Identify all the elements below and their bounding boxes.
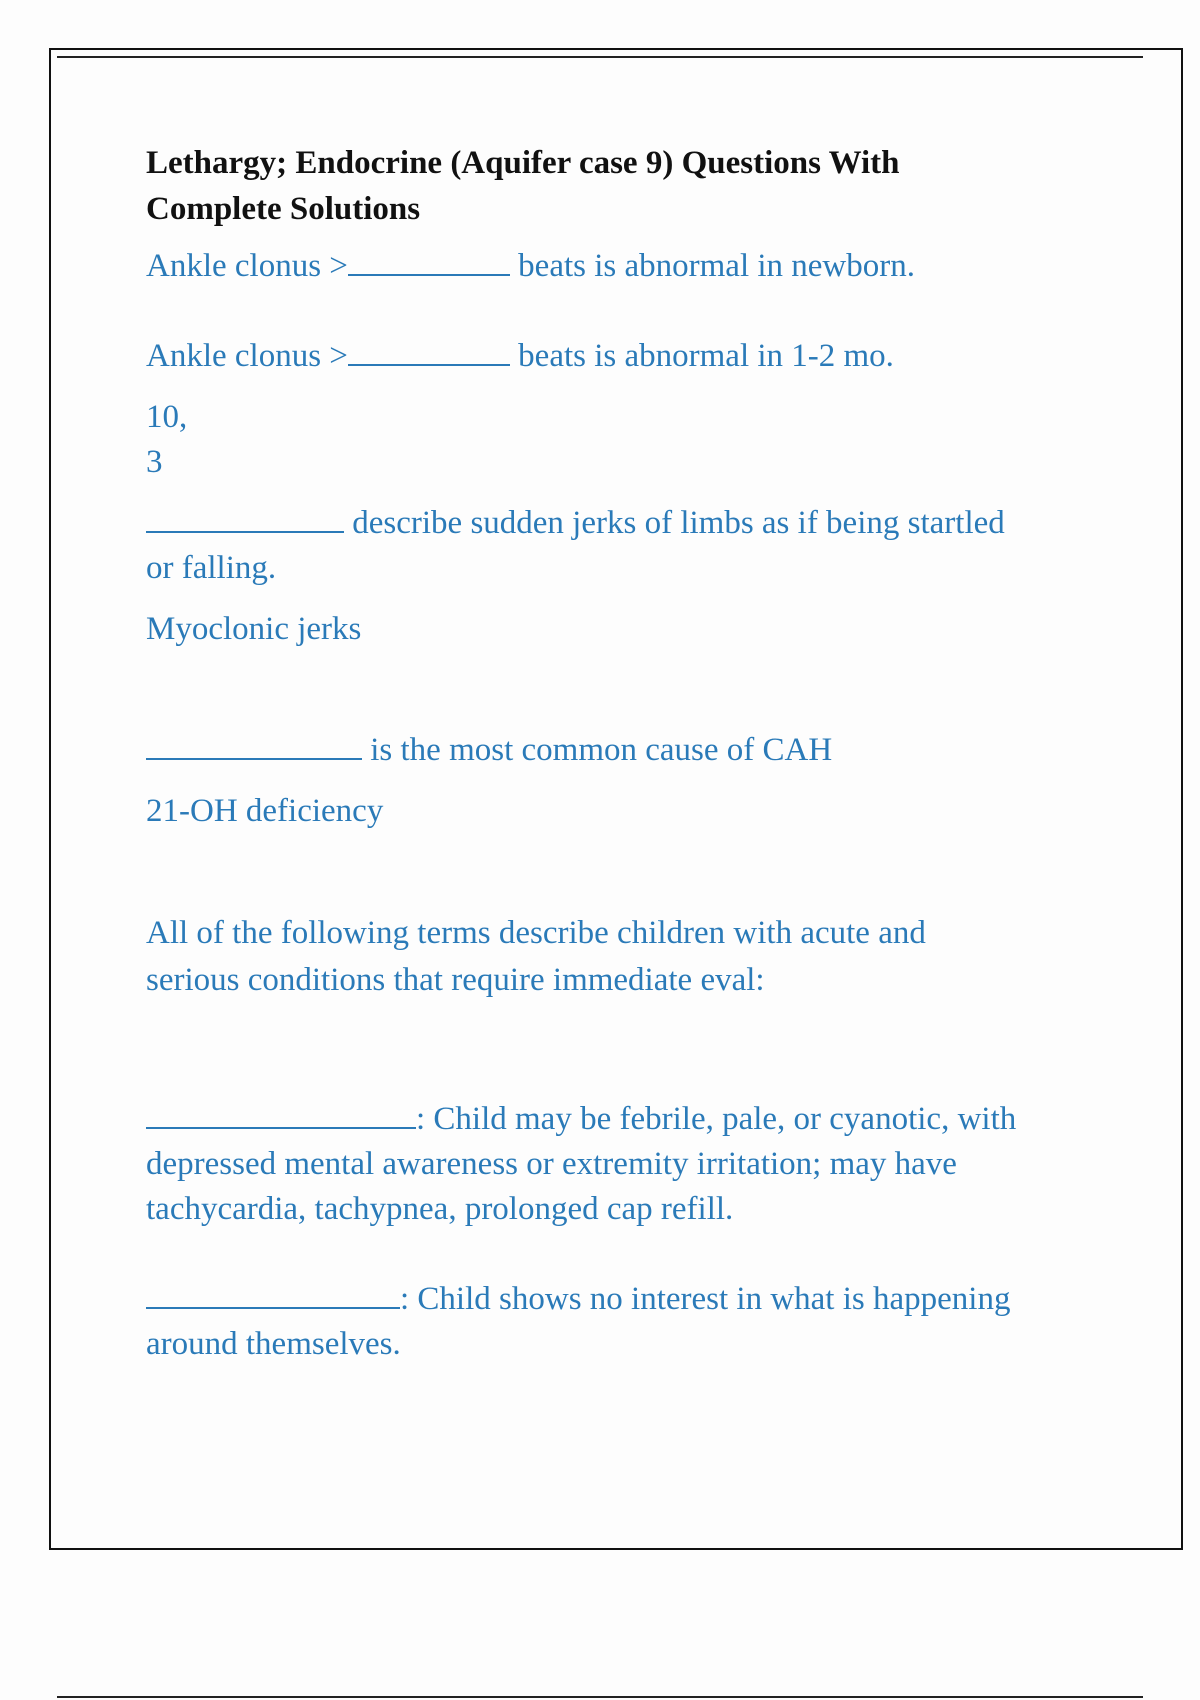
bottom-rule xyxy=(57,1696,1143,1698)
answer-cah: 21-OH deficiency xyxy=(146,793,384,829)
question-line-3: tachycardia, tachypnea, prolonged cap refill. xyxy=(146,1191,734,1227)
answer-blank xyxy=(348,248,510,276)
question-suffix: : Child may be febrile, pale, or cyanotic, with xyxy=(416,1101,1017,1137)
question-suffix: : Child shows no interest in what is happening xyxy=(400,1281,1011,1317)
answer-blank xyxy=(146,1281,400,1309)
question-line-1: All of the following terms describe children with acute and xyxy=(146,915,926,951)
question-prefix: Ankle clonus > xyxy=(146,338,348,374)
question-line-2: serious conditions that require immediate eval: xyxy=(146,962,765,998)
answer-line-1: 10, xyxy=(146,399,188,435)
answer-line-2: 3 xyxy=(146,444,163,480)
question-toxic-appearing xyxy=(146,1097,1106,1232)
question-prefix: Ankle clonus > xyxy=(146,248,348,284)
title-line-2: Complete Solutions xyxy=(146,191,421,227)
top-rule xyxy=(57,56,1143,58)
answer-ankle-clonus xyxy=(146,395,1106,485)
answer-myoclonic: Myoclonic jerks xyxy=(146,611,362,647)
title-line-1: Lethargy; Endocrine (Aquifer case 9) Questions With xyxy=(146,145,900,181)
question-line-2: depressed mental awareness or extremity irritation; may have xyxy=(146,1146,957,1182)
answer-blank xyxy=(146,1101,416,1129)
question-ankle-clonus-newborn xyxy=(146,244,1106,289)
question-line-2: or falling. xyxy=(146,550,277,586)
question-suffix: beats is abnormal in newborn. xyxy=(509,248,915,284)
question-listless xyxy=(146,1277,1106,1367)
question-suffix: beats is abnormal in 1-2 mo. xyxy=(509,338,894,374)
answer-blank xyxy=(146,505,344,533)
question-suffix: describe sudden jerks of limbs as if being startled xyxy=(344,505,1005,541)
answer-blank xyxy=(348,338,510,366)
question-myoclonic xyxy=(146,501,1106,591)
document-title xyxy=(146,140,1106,232)
question-suffix: is the most common cause of CAH xyxy=(362,732,833,768)
answer-blank xyxy=(146,732,362,760)
question-ankle-clonus-infant xyxy=(146,334,1106,379)
question-line-2: around themselves. xyxy=(146,1326,401,1362)
document-body xyxy=(146,140,1106,1367)
question-cah xyxy=(146,728,1106,773)
question-acute-terms xyxy=(146,910,1106,1004)
